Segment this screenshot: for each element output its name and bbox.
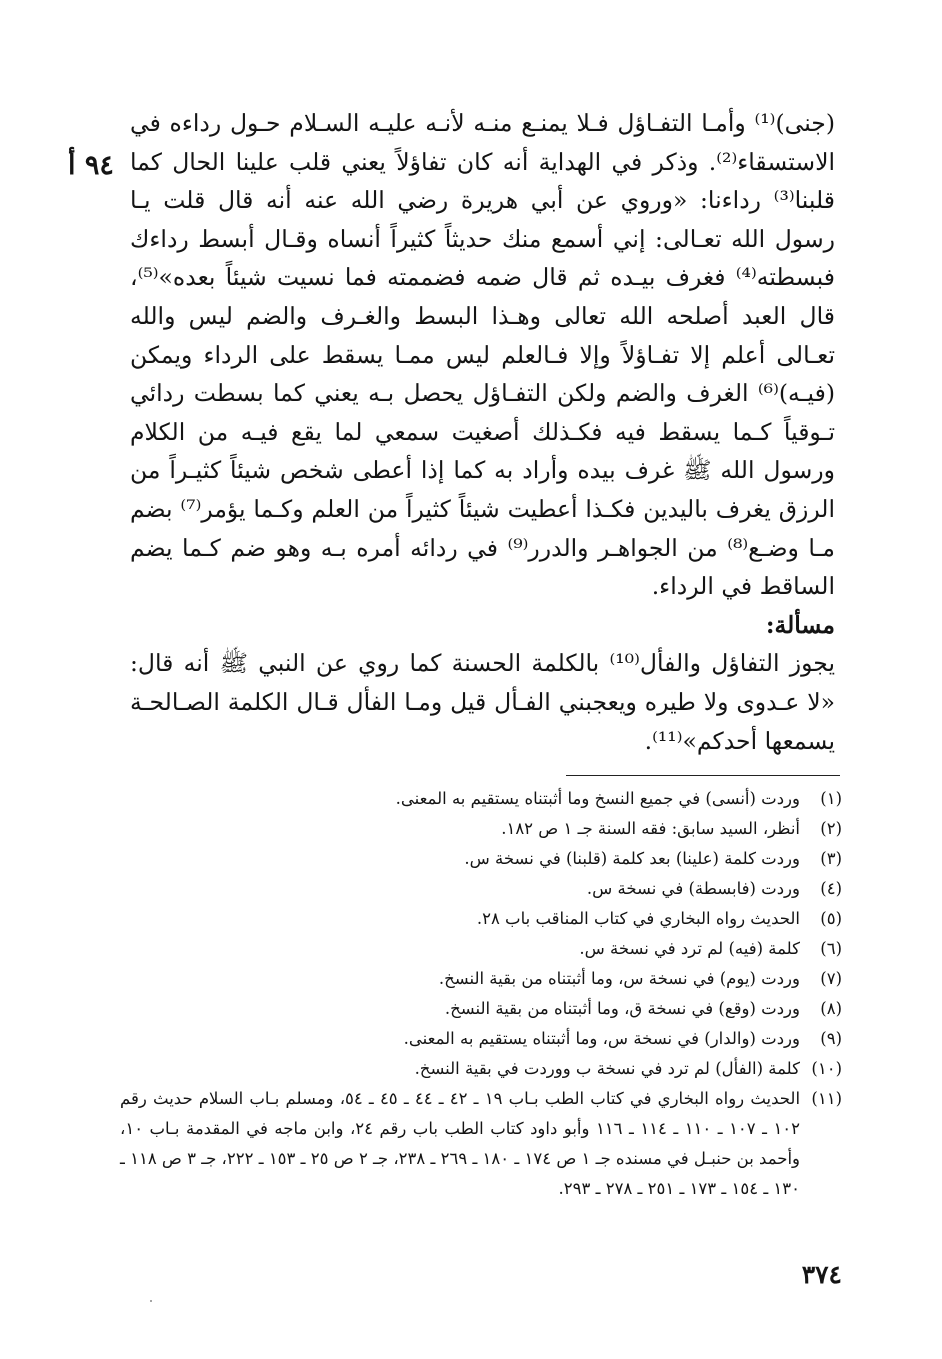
footnote-text: وردت (أنسى) في جميع النسخ وما أثبتناه يستقيم به المعنى. bbox=[395, 789, 800, 808]
footnote-number: (٧) bbox=[820, 969, 842, 988]
footnote-item bbox=[120, 964, 842, 994]
footnote-text: وردت (والدار) في نسخة س، وما أثبتناه يستقيم به المعنى. bbox=[403, 1029, 800, 1048]
footnote-item bbox=[120, 844, 842, 874]
footnote-item bbox=[120, 784, 842, 814]
footnote-number: (١) bbox=[820, 789, 842, 808]
footnote-number: (١٠) bbox=[811, 1059, 842, 1078]
footnote-number: (٣) bbox=[820, 849, 842, 868]
footnote-text: الحديث رواه البخاري في كتاب المناقب باب ٢٨. bbox=[476, 909, 800, 928]
footnotes bbox=[120, 784, 842, 1204]
footnote-text: وردت (وقع) في نسخة ق، وما أثبتناه من بقية النسخ. bbox=[444, 999, 800, 1018]
footnote-number: (٥) bbox=[820, 909, 842, 928]
main-text bbox=[130, 104, 835, 760]
footnote-number: (٦) bbox=[820, 939, 842, 958]
manuscript-folio-reference: ٩٤ أ bbox=[68, 150, 114, 181]
footnote-item bbox=[120, 904, 842, 934]
footnote-text: وردت (فابسطة) في نسخة س. bbox=[586, 879, 800, 898]
footnote-item bbox=[120, 934, 842, 964]
body-paragraph-1: (جنى)⁽¹⁾ وأمـا التفـاؤل فـلا يمنـع منـه لأنـه عليـه السـلام حـول رداءه في الاستسقاء⁽²⁾. وذكر في الهداية أنه كان تفاؤلاً يعني قلب علينا الحال كما قلبنا⁽³⁾ رداءنا: «وروي عن أبي هريرة رضي الله عنه أنه قال قلت يـا رسول الله تعـالى: إني أسمع منك حديثاً كثيراً أنساه وقـال أبسط رداءك فبسطته⁽⁴⁾ فغرف بيـده ثم قال ضمه فضممته فما نسيت شيئاً بعده»⁽⁵⁾، قال العبد أصلحه الله تعالى وهـذا البسط والغـرف والضم ليس والله تعـالى أعلم إلا تفـاؤلاً وإلا فـالعلم ليس ممـا يسقط على الرداء ويمكن (فيـه)⁽⁶⁾ الغرف والضم ولكن التفـاؤل يحصل بـه يعني كما بسطت ردائي تـوقياً كـما يسقط فيه فكـذلك أصغيت سمعي لما يقع فيـه من الكلام ورسول الله ﷺ غرف بيده وأراد به كما إذا أعطى شخص شيئاً كثيـراً من الرزق يغرف باليدين فكـذا أعطيت شيئاً كثيراً من العلم وكـما يؤمر⁽⁷⁾ بضم مـا وضـع⁽⁸⁾ من الجواهـر والدرر⁽⁹⁾ في ردائه أمره بـه وهو ضم كـما يضم الساقط في الرداء. bbox=[130, 109, 835, 601]
footnote-text: كلمة (الفأل) لم ترد في نسخة ب ووردت في بقية النسخ. bbox=[414, 1059, 800, 1078]
footnote-text: كلمة (فيه) لم ترد في نسخة س. bbox=[579, 939, 800, 958]
page-number: ٣٧٤ bbox=[801, 1260, 842, 1289]
scan-speck bbox=[150, 1300, 152, 1302]
footnote-item bbox=[120, 1054, 842, 1084]
footnote-separator bbox=[566, 775, 840, 776]
footnote-number: (٩) bbox=[820, 1029, 842, 1048]
footnote-number: (٨) bbox=[820, 999, 842, 1018]
section-heading: مسألة: bbox=[765, 610, 835, 639]
footnote-item bbox=[120, 814, 842, 844]
footnote-text: وردت كلمة (علينا) بعد كلمة (قلبنا) في نسخة س. bbox=[464, 849, 800, 868]
footnote-text: وردت (يوم) في نسخة س، وما أثبتناه من بقية النسخ. bbox=[438, 969, 800, 988]
footnote-number: (١١) bbox=[811, 1089, 842, 1108]
footnote-item bbox=[120, 994, 842, 1024]
footnote-item bbox=[120, 874, 842, 904]
footnote-number: (٤) bbox=[820, 879, 842, 898]
footnote-text: أنظر، السيد سابق: فقه السنة جـ ١ ص ١٨٢. bbox=[501, 819, 800, 838]
footnote-item bbox=[120, 1084, 842, 1204]
footnote-item bbox=[120, 1024, 842, 1054]
footnote-text: الحديث رواه البخاري في كتاب الطب بـاب ١٩ ـ ٤٢ ـ ٤٤ ـ ٤٥ ـ ٥٤، ومسلم بـاب السلام حديث رقم ١٠٢ ـ ١٠٧ ـ ١١٠ ـ ١١٤ ـ ١١٦ وأبو داود كتاب الطب باب رقم ٢٤، وابن ماجه في المقدمة بـاب ١٠، وأحمد بن حنبـل في مسنده جـ ١ ص ١٧٤ ـ ١٨٠ ـ ٢٦٩ ـ ٢٣٨، جـ ٢ ص ٢٥ ـ ١٥٣ ـ ٢٢٢، جـ ٣ ص ١١٨ ـ ١٣٠ ـ ١٥٤ ـ ١٧٣ ـ ٢٥١ ـ ٢٧٨ ـ ٢٩٣. bbox=[120, 1089, 801, 1198]
footnote-number: (٢) bbox=[820, 819, 842, 838]
body-paragraph-2: يجوز التفاؤل والفأل⁽¹⁰⁾ بالكلمة الحسنة كما روي عن النبي ﷺ أنه قال: «لا عـدوى ولا طيره ويعجبني الفـأل قيل ومـا الفأل قـال الكلمة الصـالحـة يسمعها أحدكم»⁽¹¹⁾. bbox=[130, 649, 835, 755]
